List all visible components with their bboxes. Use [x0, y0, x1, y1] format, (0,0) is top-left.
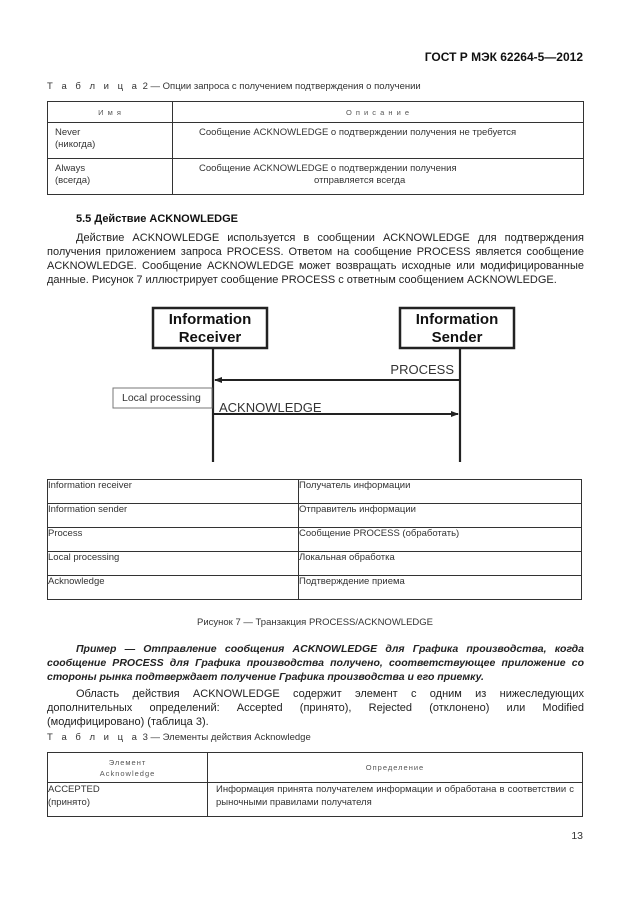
example-note [47, 642, 584, 684]
header-line2: Acknowledge [99, 768, 156, 778]
option-name-en: Never [55, 127, 81, 138]
example-text: Пример — Отправление сообщения ACKNOWLEDGE для Графика производства, когда сообщение PROCESS для Графика производства получено, соответствующее приложение со стороны рынка подтверждает получение Графика производства и его приемку. [47, 643, 584, 683]
element-name-ru: (принято) [48, 797, 90, 808]
table2-cell-name [48, 123, 173, 159]
acknowledge-label: ACKNOWLEDGE [219, 400, 322, 415]
table3-cell-definition: Информация принята получателем информации и обработана в соответствии с рыночными правилами получателя [208, 783, 583, 817]
table3 [47, 752, 583, 817]
legend-term-en: Process [48, 528, 299, 552]
section-title: 5.5 Действие ACKNOWLEDGE [76, 213, 239, 225]
paragraph-text: Действие ACKNOWLEDGE используется в сообщении ACKNOWLEDGE для подтверждения получения приложением запроса PROCESS. Ответом на сообщение PROCESS является сообщение ACKNOWLEDGE. Сообщение ACKNOWLEDGE может возвращать исходные или модифицированные данные. Рисунок 7 иллюстрирует сообщение PROCESS с ответным сообщением ACKNOWLEDGE. [47, 232, 584, 286]
option-description: Сообщение ACKNOWLEDGE о подтверждении получения [199, 163, 457, 174]
table2-caption-text: 2 — Опции запроса с получением подтверждения о получении [139, 81, 421, 92]
table2-caption-prefix: Т а б л и ц а [47, 81, 140, 92]
table-row [48, 504, 582, 528]
table3-header-element [48, 753, 208, 783]
table2-caption [47, 81, 421, 92]
table-row [48, 159, 584, 195]
table-row [48, 552, 582, 576]
legend-term-en: Acknowledge [48, 576, 299, 600]
receiver-label-line1: Information [168, 311, 252, 328]
table2-header-name: И м я [48, 102, 173, 123]
paragraph-2 [47, 687, 584, 729]
table2-cell-description [173, 123, 584, 159]
table2-cell-name [48, 159, 173, 195]
table3-header-row [48, 753, 583, 783]
header-line1: Элемент [108, 757, 147, 767]
option-name-ru: (никогда) [55, 139, 96, 150]
process-label: PROCESS [390, 362, 454, 377]
local-processing-label: Local processing [122, 392, 201, 404]
table-row [48, 480, 582, 504]
legend-term-ru: Локальная обработка [299, 552, 582, 576]
receiver-label [153, 311, 267, 347]
table2-header-description: О п и с а н и е [173, 102, 584, 123]
option-name-ru: (всегда) [55, 175, 91, 186]
receiver-label-line2: Receiver [178, 329, 242, 346]
legend-table [47, 479, 582, 600]
table3-caption-prefix: Т а б л и ц а [47, 732, 140, 743]
sender-label-line2: Sender [431, 329, 483, 346]
section-paragraph [47, 231, 584, 287]
legend-term-ru: Сообщение PROCESS (обработать) [299, 528, 582, 552]
table-row [48, 528, 582, 552]
sequence-diagram [0, 300, 630, 470]
legend-term-ru: Получатель информации [299, 480, 582, 504]
legend-term-en: Local processing [48, 552, 299, 576]
paragraph-text: Область действия ACKNOWLEDGE содержит элемент с одним из нижеследующих дополнительных определений: Accepted (принято), Rejected (отклонено) или Modified (модифицировано) (таблица 3). [47, 688, 584, 728]
option-description-continued: отправляется всегда [314, 175, 406, 186]
table3-cell-element [48, 783, 208, 817]
document-id-header: ГОСТ Р МЭК 62264-5—2012 [424, 50, 583, 64]
option-name-en: Always [55, 163, 86, 174]
option-description: Сообщение ACKNOWLEDGE о подтверждении получения не требуется [199, 127, 517, 138]
legend-term-en: Information sender [48, 504, 299, 528]
element-name-en: ACCEPTED [48, 784, 100, 795]
sender-label-line1: Information [415, 311, 499, 328]
legend-term-ru: Подтверждение приема [299, 576, 582, 600]
table-row [48, 783, 583, 817]
legend-term-en: Information receiver [48, 480, 299, 504]
table3-header-definition: Определение [208, 753, 583, 783]
page-number: 13 [571, 830, 583, 842]
sender-label [400, 311, 514, 347]
table-row [48, 576, 582, 600]
table2-cell-description [173, 159, 584, 195]
table3-caption-text: 3 — Элементы действия Acknowledge [139, 732, 311, 743]
table3-caption [47, 732, 311, 743]
table-row [48, 123, 584, 159]
figure-caption: Рисунок 7 — Транзакция PROCESS/ACKNOWLEDGE [197, 617, 433, 628]
table2-header-row [48, 102, 584, 123]
legend-term-ru: Отправитель информации [299, 504, 582, 528]
table2 [47, 101, 584, 195]
